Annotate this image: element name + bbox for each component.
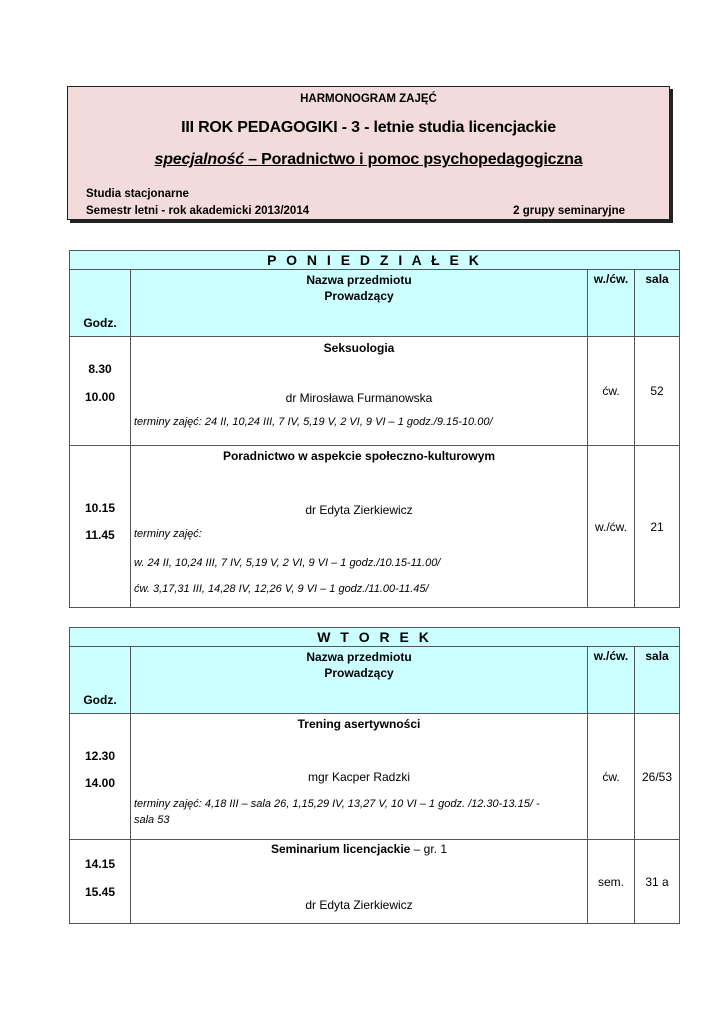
type-cell: ćw. [588, 714, 635, 840]
class-dates: terminy zajęć: 4,18 III – sala 26, 1,15,29 IV, 13,27 V, 10 VI – 1 godz. /12.30-13.15/ - [134, 798, 540, 810]
subject-name [131, 449, 587, 463]
start-time: 12.30 [84, 749, 116, 763]
subject-title: Poradnictwo w aspekcie społeczno-kulturowym [222, 449, 496, 463]
end-time: 15.45 [84, 885, 116, 899]
col-room: sala [635, 647, 680, 714]
class-dates-lecture: w. 24 II, 10,24 III, 7 IV, 5,19 V, 2 VI, 9 VI – 1 godz./10.15-11.00/ [134, 557, 441, 569]
lecturer: mgr Kacper Radzki [307, 770, 411, 784]
subject-group: – gr. 1 [410, 842, 448, 856]
lecturer: dr Edyta Zierkiewicz [305, 898, 413, 912]
col-name [131, 647, 588, 714]
lecturer: dr Edyta Zierkiewicz [305, 503, 413, 517]
table-row [70, 840, 680, 924]
column-header-row [70, 647, 680, 714]
semester-info: Semestr letni - rok akademicki 2013/2014 [86, 205, 310, 217]
specialization [68, 151, 669, 169]
tuesday-table [69, 627, 680, 924]
column-header-row [70, 270, 680, 337]
class-dates-label: terminy zajęć: [134, 528, 202, 540]
table-row [70, 714, 680, 840]
end-time: 11.45 [85, 528, 115, 542]
subject-name [131, 717, 587, 731]
col-name-line1: Nazwa przedmiotu [306, 650, 412, 664]
subject-title: Seminarium licencjackie [270, 842, 411, 856]
class-dates: terminy zajęć: 24 II, 10,24 III, 7 IV, 5,19 V, 2 VI, 9 VI – 1 godz./9.15-10.00/ [134, 416, 493, 428]
end-time: 14.00 [84, 776, 116, 790]
subject-cell [131, 840, 588, 924]
monday-table [69, 250, 680, 608]
class-dates-cont: sala 53 [134, 814, 170, 826]
end-time: 10.00 [84, 390, 116, 404]
subject-title: Seksuologia [323, 341, 395, 355]
subject-title: Trening asertywności [297, 717, 421, 731]
time-cell [70, 840, 131, 924]
col-name-line2: Prowadzący [324, 289, 394, 303]
day-header-row [70, 628, 680, 647]
type-cell: w./ćw. [588, 446, 635, 608]
room-cell: 21 [635, 446, 680, 608]
day-name: W T O R E K [70, 628, 680, 647]
room-cell: 26/53 [635, 714, 680, 840]
class-dates-exercise: ćw. 3,17,31 III, 14,28 IV, 12,26 V, 9 VI – 1 godz./11.00-11.45/ [134, 583, 429, 595]
time-cell [70, 446, 131, 608]
subject-cell [131, 714, 588, 840]
study-mode: Studia stacjonarne [86, 188, 189, 200]
col-godz: Godz. [70, 270, 131, 337]
room-cell: 52 [635, 337, 680, 446]
col-type: w./ćw. [588, 270, 635, 337]
subject-cell [131, 337, 588, 446]
subject-cell [131, 446, 588, 608]
lecturer: dr Mirosława Furmanowska [285, 391, 433, 405]
start-time: 10.15 [84, 501, 116, 515]
specialization-name: – Poradnictwo i pomoc psychopedagogiczna [243, 151, 583, 168]
schedule-header [67, 86, 670, 220]
col-name [131, 270, 588, 337]
type-cell: sem. [588, 840, 635, 924]
subject-name [131, 842, 587, 856]
schedule-title: HARMONOGRAM ZAJĘĆ [300, 93, 437, 105]
day-header-row [70, 251, 680, 270]
table-row [70, 337, 680, 446]
specialization-label: specjalność [154, 151, 244, 168]
col-type: w./ćw. [588, 647, 635, 714]
col-name-line1: Nazwa przedmiotu [306, 273, 412, 287]
day-name: P O N I E D Z I A Ł E K [70, 251, 680, 270]
col-name-line2: Prowadzący [324, 666, 394, 680]
type-cell: ćw. [588, 337, 635, 446]
col-godz: Godz. [70, 647, 131, 714]
program-title: III ROK PEDAGOGIKI - 3 - letnie studia licencjackie [181, 119, 556, 136]
time-cell [70, 714, 131, 840]
table-row [70, 446, 680, 608]
start-time: 14.15 [84, 857, 116, 871]
room-cell: 31 a [635, 840, 680, 924]
groups-info: 2 grupy seminaryjne [513, 205, 625, 217]
start-time: 8.30 [88, 362, 112, 376]
time-cell [70, 337, 131, 446]
col-room: sala [635, 270, 680, 337]
subject-name [131, 341, 587, 355]
